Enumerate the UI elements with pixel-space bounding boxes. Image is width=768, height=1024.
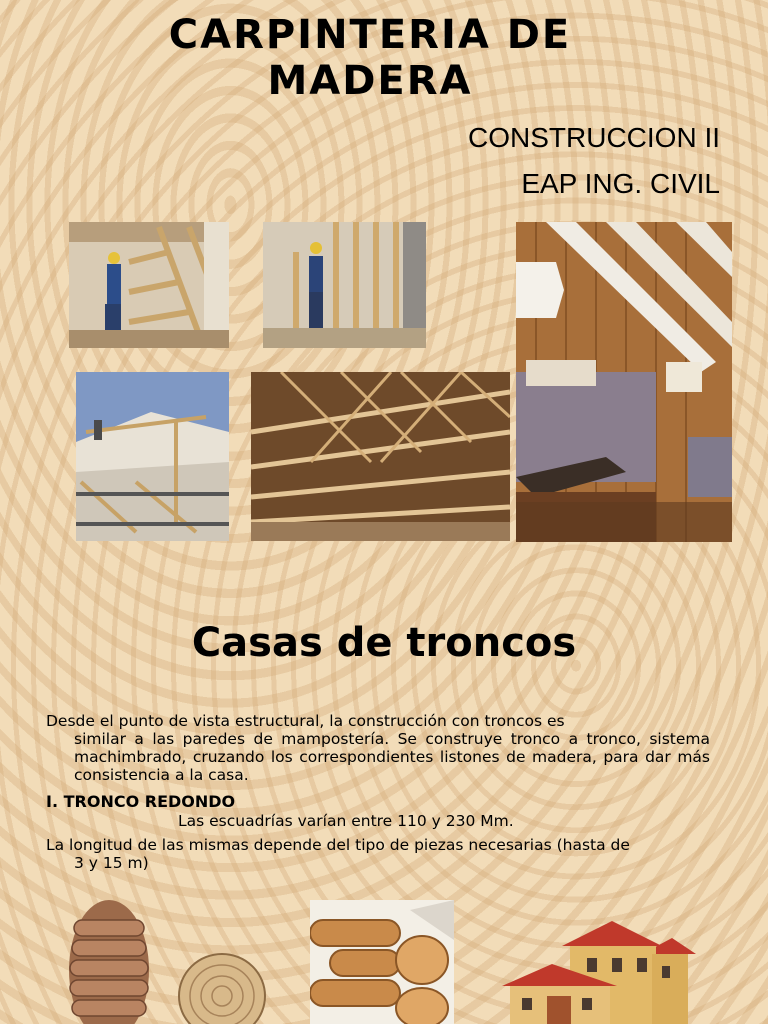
photo-framing-worker-1	[69, 222, 229, 348]
longitud-line1: La longitud de las mismas depende del tipo de piezas necesarias (hasta de	[46, 836, 630, 854]
photo-wood-bedroom	[516, 222, 732, 542]
longitud-text	[46, 836, 710, 872]
longitud-line2: 3 y 15 m)	[74, 854, 149, 872]
slide-1-title	[100, 12, 640, 104]
slide-2	[0, 512, 768, 1024]
log-house-image	[502, 916, 696, 1024]
title-line-1: CARPINTERIA DE	[168, 12, 572, 58]
log-corner-joint-image	[310, 900, 454, 1024]
subtitle-course: CONSTRUCCION II	[468, 122, 720, 153]
title-line-2: MADERA	[267, 58, 473, 104]
paragraph-intro-rest: similar a las paredes de mampostería. Se construye tronco a tronco, sistema machimbrado, cruzando los correspondientes listones de madera, para dar más consistencia a la casa.	[74, 730, 710, 784]
subtitle-school: EAP ING. CIVIL	[521, 168, 720, 199]
slide-2-title: Casas de troncos	[191, 620, 577, 666]
paragraph-intro	[46, 712, 710, 784]
section-heading	[46, 792, 235, 811]
escuadrias-text: Las escuadrías varían entre 110 y 230 Mm.	[178, 812, 514, 830]
section-title: TRONCO REDONDO	[63, 792, 236, 811]
paragraph-intro-line1: Desde el punto de vista estructural, la construcción con troncos es	[46, 712, 565, 730]
log-stack-oval-image	[68, 900, 150, 1024]
photo-framing-worker-2	[263, 222, 426, 348]
log-cross-section-image	[178, 952, 266, 1024]
section-number: I.	[46, 792, 59, 811]
